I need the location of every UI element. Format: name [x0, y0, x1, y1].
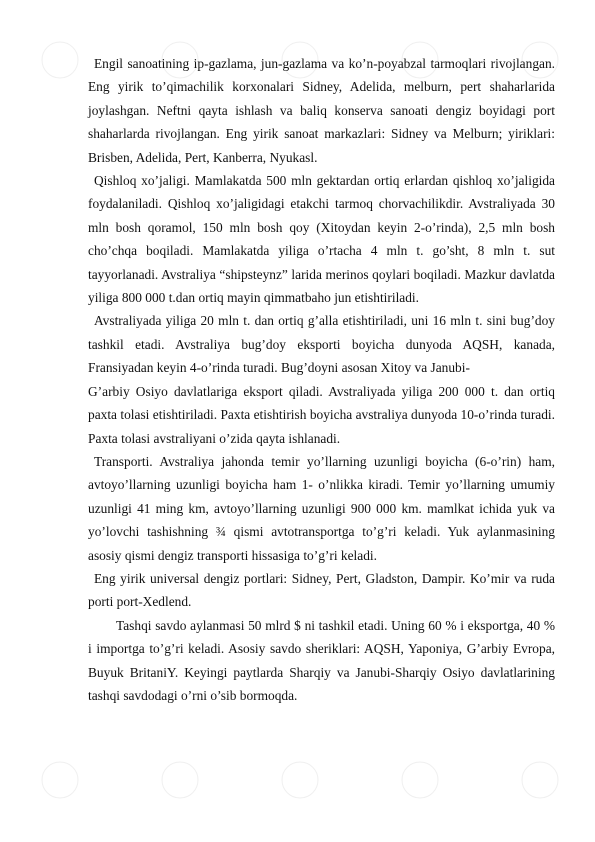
paragraph-industry: Engil sanoatining ip-gazlama, jun-gazlama va ko’n-poyabzal tarmoqlari rivojlangan. Eng yirik to’qimachilik korxonalari Sidney, Adelida, melburn, pert shaharlarida joylashgan. Neftni qayta ishlash va baliq konserva sanoati dengiz boyidagi port shaharlarda rivojlangan. Eng yirik sanoat markazlari: Sidney va Melburn; yiriklari: Brisben, Adelida, Pert, Kanberra, Nyukasl. — [88, 56, 555, 165]
paragraph-crops: Avstraliyada yiliga 20 mln t. dan ortiq g’alla etishtiriladi, uni 16 mln t. sini bug’doy tashkil etadi. Avstraliya bug’doy eksporti boyicha dunyoda AQSH, kanada, Fransiyadan keyin 4-o’rinda turadi. Bug’doyni asosan Xitoy va Janubi- — [88, 313, 555, 376]
paragraph-crops-continued: G’arbiy Osiyo davlatlariga eksport qiladi. Avstraliyada yiliga 200 000 t. dan ortiq paxta tolasi etishtiriladi. Paxta etishtirish boyicha avstraliya dunyoda 10-o’rinda turadi. Paxta tolasi avstraliyani o’zida qayta ishlanadi. — [88, 383, 555, 446]
paragraph-trade: Tashqi savdo aylanmasi 50 mlrd $ ni tashkil etadi. Uning 60 % i eksportga, 40 % i importga to’g’ri keladi. Asosiy savdo sheriklari: AQSH, Yaponiya, G’arbiy Evropa, Buyuk BritaniY. Keyingi paytlarda Sharqiy va Janubi-Sharqiy Osiyo davlatlarining tashqi savdodagi o’rni o’sib bormoqda. — [88, 617, 555, 703]
paragraph-ports: Eng yirik universal dengiz portlari: Sidney, Pert, Gladston, Dampir. Ko’mir va ruda porti port-Xedlend. — [88, 570, 555, 610]
document-page — [88, 52, 555, 707]
paragraph-agriculture: Qishloq xo’jaligi. Mamlakatda 500 mln gektardan ortiq erlardan qishloq xo’jaligida foydalaniladi. Qishloq xo’jaligidagi etakchi tarmoq chorvachilikdir. Avstraliyada 30 mln bosh qoramol, 150 mln bosh qoy (Xitoydan keyin 2-o’rinda), 2,5 mln bosh cho’chqa boqiladi. Mamlakatda yiliga o’rtacha 4 mln t. go’sht, 8 mln t. sut tayyorlanadi. Avstraliya “shipsteynz” larida merinos qoylari boqiladi. Mazkur davlatda yiliga 800 000 t.dan ortiq mayin qimmatbaho jun etishtiriladi. — [88, 173, 555, 306]
paragraph-transport: Transporti. Avstraliya jahonda temir yo’llarning uzunligi boyicha (6-o’rin) ham, avtoyo’llarning uzunligi boyicha ham 1- o’nlikka kiradi. Temir yo’llarning umumiy uzunligi 41 ming km, avtoyo’llarning uzunligi 900 000 km. mamlkat ichida yuk va yo’lovchi tashishning ¾ qismi avtotransportga to’g’ri keladi. Yuk aylanmasining asosiy qismi dengiz transporti hissasiga to’g’ri keladi. — [88, 453, 555, 563]
